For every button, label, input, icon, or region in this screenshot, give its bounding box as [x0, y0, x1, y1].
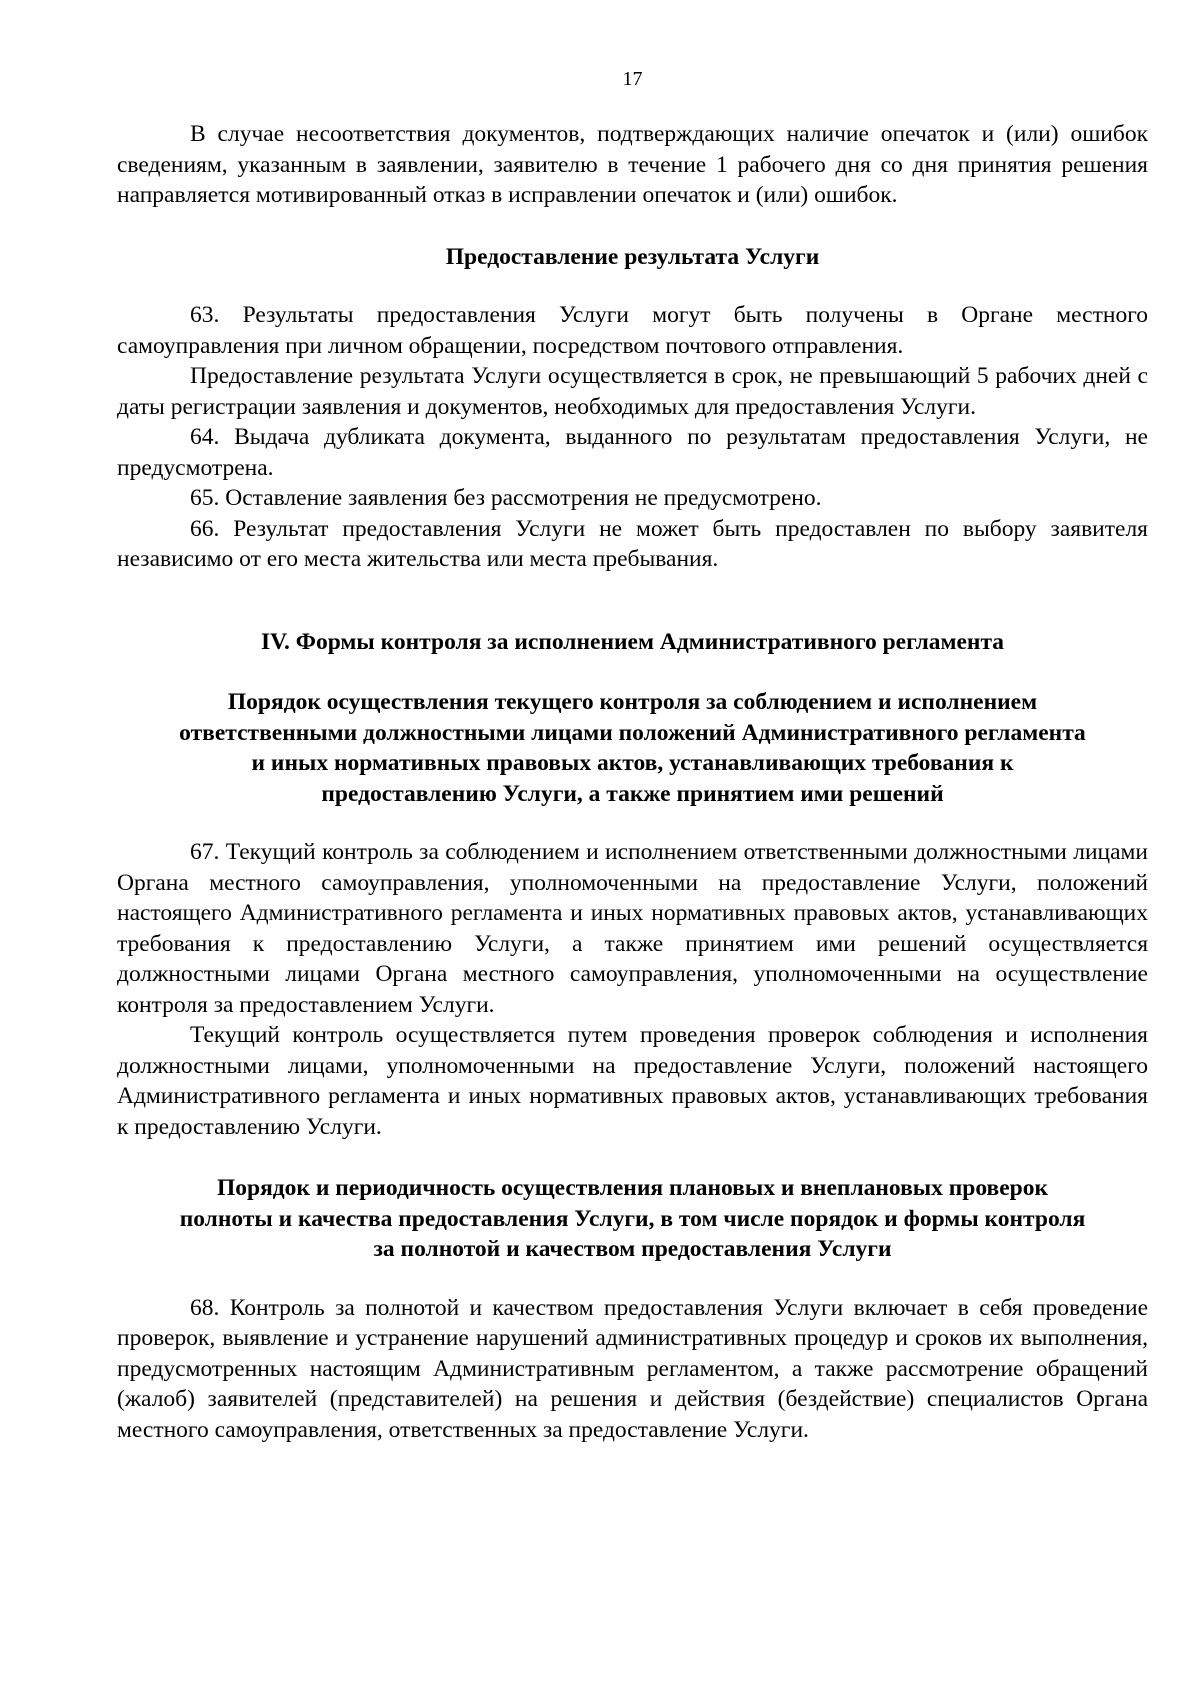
- paragraph-68: 68. Контроль за полнотой и качеством предоставления Услуги включает в себя проведение проверок, выявление и устранение нарушений административных процедур и сроков их выполнения, предусмотренных настоящим Административным регламентом, а также рассмотрение обращений (жалоб) заявителей (представителей) на решения и действия (бездействие) специалистов Органа местного самоуправления, ответственных за предоставление Услуги.: [117, 1294, 1148, 1443]
- heading-inspections-line-1: Порядок и периодичность осуществления плановых и внеплановых проверок: [216, 1175, 1048, 1201]
- paragraph-67-method: Текущий контроль осуществляется путем проведения проверок соблюдения и исполнения должностными лицами, уполномоченными на предоставление Услуги, положений настоящего Административного регламента и иных нормативных правовых актов, устанавливающих требования к предоставлению Услуги.: [117, 1022, 1148, 1140]
- paragraph-63-term: Предоставление результата Услуги осуществляется в срок, не превышающий 5 рабочих дней с даты регистрации заявления и документов, необходимых для предоставления Услуги.: [117, 363, 1148, 420]
- heading-current-control: [117, 687, 1148, 809]
- heading-current-control-line-3: и иных нормативных правовых актов, устанавливающих требования к: [251, 750, 1014, 776]
- heading-inspections-line-3: за полнотой и качеством предоставления Услуги: [373, 1236, 892, 1262]
- heading-section-4: IV. Формы контроля за исполнением Административного регламента: [260, 628, 1005, 655]
- heading-inspections-line-2: полноты и качества предоставления Услуги, в том числе порядок и формы контроля: [179, 1205, 1086, 1232]
- paragraph-64: 64. Выдача дубликата документа, выданного по результатам предоставления Услуги, не предусмотрена.: [117, 424, 1148, 481]
- paragraph-67: 67. Текущий контроль за соблюдением и исполнением ответственными должностными лицами Органа местного самоуправления, уполномоченными на предоставление Услуги, положений настоящего Административного регламента и иных нормативных правовых актов, устанавливающих требования к предоставлению Услуги, а также принятием ими решений осуществляется должностными лицами Органа местного самоуправления, уполномоченными на осуществление контроля за предоставлением Услуги.: [117, 839, 1148, 1018]
- heading-current-control-line-4: предоставлению Услуги, а также принятием ими решений: [321, 780, 944, 807]
- page-content: [117, 119, 1148, 1445]
- paragraph-66: 66. Результат предоставления Услуги не может быть предоставлен по выбору заявителя независимо от его места жительства или места пребывания.: [117, 515, 1148, 572]
- heading-result-provision: Предоставление результата Услуги: [445, 243, 820, 270]
- paragraph-typo-refusal: В случае несоответствия документов, подтверждающих наличие опечаток и (или) ошибок сведениям, указанным в заявлении, заявителю в течение 1 рабочего дня со дня принятия решения направляется мотивированный отказ в исправлении опечаток и (или) ошибок.: [117, 121, 1148, 208]
- heading-inspections: [117, 1173, 1148, 1265]
- heading-current-control-line-1: Порядок осуществления текущего контроля за соблюдением и исполнением: [227, 689, 1038, 715]
- paragraph-65: 65. Оставление заявления без рассмотрения не предусмотрено.: [190, 485, 822, 511]
- paragraph-63: 63. Результаты предоставления Услуги могут быть получены в Органе местного самоуправления при личном обращении, посредством почтового отправления.: [117, 302, 1148, 359]
- page-number: 17: [622, 68, 643, 90]
- heading-current-control-line-2: ответственными должностными лицами положений Административного регламента: [179, 719, 1086, 746]
